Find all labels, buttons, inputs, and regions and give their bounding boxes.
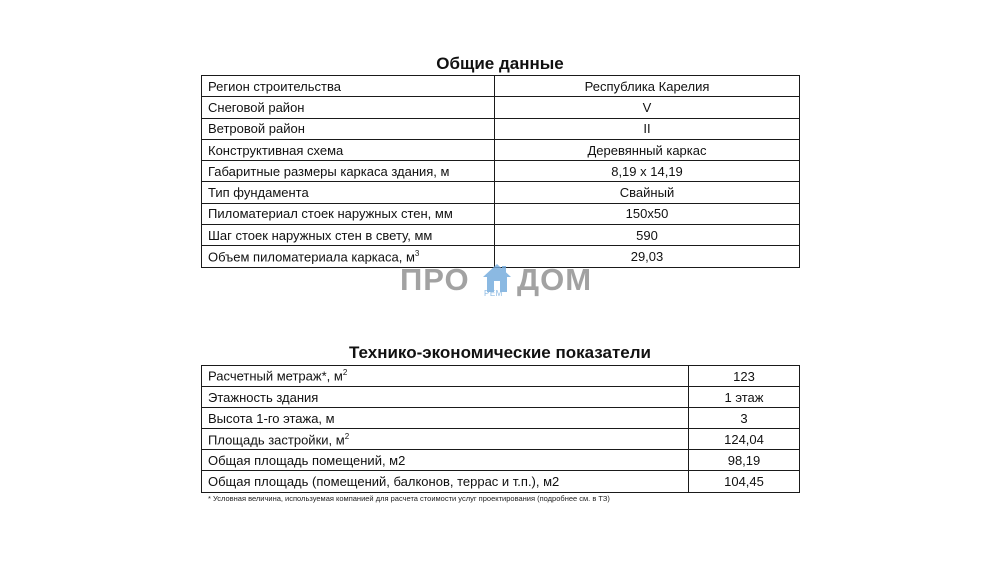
stud-lumber-label: Пиломатериал стоек наружных стен, мм xyxy=(202,203,495,224)
snow-region-label: Снеговой район xyxy=(202,97,495,118)
pro-dom-watermark-logo xyxy=(400,262,600,302)
table-row xyxy=(202,161,800,182)
unit-superscript: 2 xyxy=(342,368,348,378)
lumber-volume-value: 29,03 xyxy=(495,246,800,267)
logo-text-right: ДОМ xyxy=(517,262,593,297)
floor-height-label: Высота 1-го этажа, м xyxy=(202,408,689,429)
foundation-type-value: Свайный xyxy=(495,182,800,203)
structural-scheme-label: Конструктивная схема xyxy=(202,139,495,160)
estimated-area-value: 123 xyxy=(689,366,800,387)
building-footprint-label: Площадь застройки, м xyxy=(208,431,345,447)
estimated-area-label: Расчетный метраж*, м xyxy=(208,368,343,384)
footnote: * Условная величина, используемая компанией для расчета стоимости услуг проектирования (подробнее см. в ТЗ) xyxy=(208,494,610,503)
structural-scheme-value: Деревянный каркас xyxy=(495,139,800,160)
wind-region-value: II xyxy=(495,118,800,139)
frame-dimensions-value: 8,19 x 14,19 xyxy=(495,161,800,182)
table-row xyxy=(202,225,800,246)
table-row xyxy=(202,182,800,203)
region-value: Республика Карелия xyxy=(495,76,800,97)
snow-region-value: V xyxy=(495,97,800,118)
building-footprint-label-cell xyxy=(202,429,689,450)
building-footprint-value: 124,04 xyxy=(689,429,800,450)
stud-spacing-label: Шаг стоек наружных стен в свету, мм xyxy=(202,225,495,246)
table-row xyxy=(202,387,800,408)
wind-region-label: Ветровой район xyxy=(202,118,495,139)
table-row xyxy=(202,97,800,118)
logo-subtext: РЕМ xyxy=(484,289,503,298)
total-area-value: 104,45 xyxy=(689,471,800,492)
unit-superscript: 3 xyxy=(414,248,420,258)
tech-economic-table xyxy=(201,365,800,493)
total-area-label: Общая площадь (помещений, балконов, террас и т.п.), м2 xyxy=(202,471,689,492)
floors-value: 1 этаж xyxy=(689,387,800,408)
table-row xyxy=(202,203,800,224)
lumber-volume-label: Объем пиломатериала каркаса, м xyxy=(208,249,415,265)
general-data-table xyxy=(201,75,800,268)
rooms-area-label: Общая площадь помещений, м2 xyxy=(202,450,689,471)
table-row xyxy=(202,408,800,429)
rooms-area-value: 98,19 xyxy=(689,450,800,471)
foundation-type-label: Тип фундамента xyxy=(202,182,495,203)
table-row xyxy=(202,471,800,492)
floor-height-value: 3 xyxy=(689,408,800,429)
unit-superscript: 2 xyxy=(344,431,350,441)
logo-text-left: ПРО xyxy=(400,262,470,297)
stud-lumber-value: 150x50 xyxy=(495,203,800,224)
table-row xyxy=(202,366,800,387)
tech-economic-title: Технико-экономические показатели xyxy=(348,343,651,362)
estimated-area-label-cell xyxy=(202,366,689,387)
general-data-title: Общие данные xyxy=(436,54,564,73)
region-label: Регион строительства xyxy=(202,76,495,97)
floors-label: Этажность здания xyxy=(202,387,689,408)
table-row xyxy=(202,450,800,471)
table-row xyxy=(202,118,800,139)
table-row xyxy=(202,76,800,97)
table-row xyxy=(202,139,800,160)
stud-spacing-value: 590 xyxy=(495,225,800,246)
table-row xyxy=(202,429,800,450)
frame-dimensions-label: Габаритные размеры каркаса здания, м xyxy=(202,161,495,182)
